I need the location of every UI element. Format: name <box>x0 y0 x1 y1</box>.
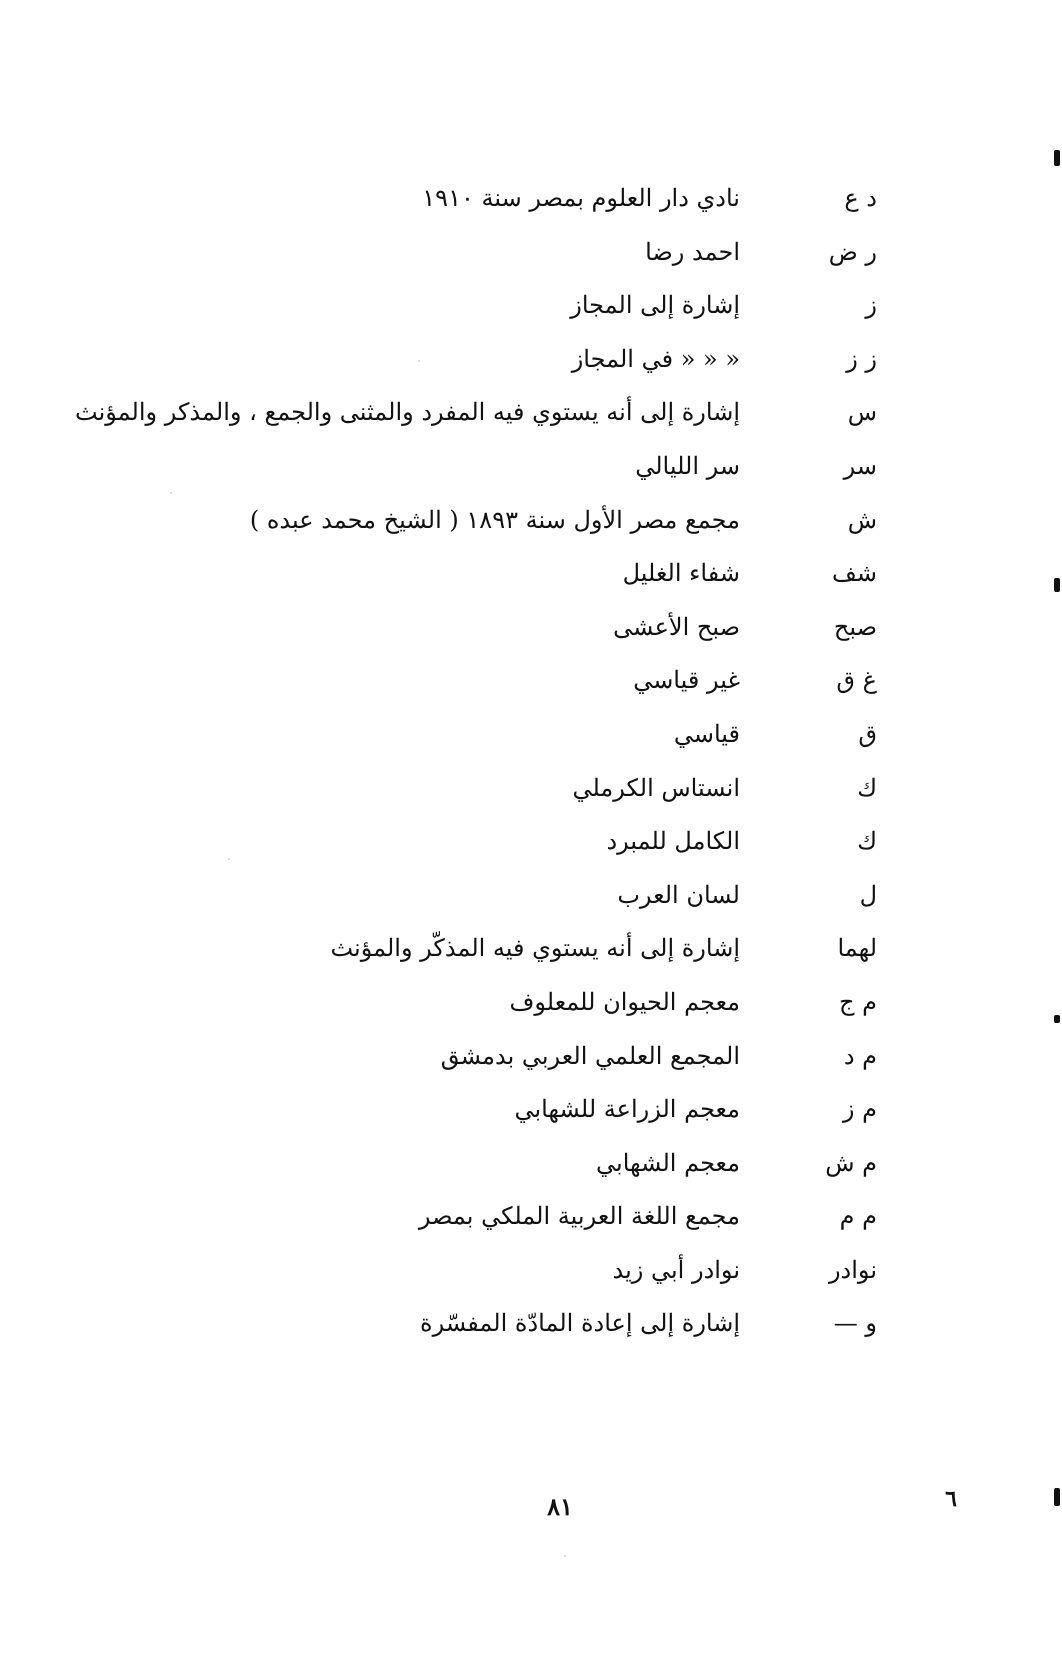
page-edge-mark <box>1054 150 1060 166</box>
abbreviation-meaning: لسان العرب <box>617 880 740 909</box>
page-edge-mark <box>1054 1015 1060 1023</box>
signature-mark: ٦ <box>945 1486 957 1512</box>
page-number: ٨١ <box>547 1492 573 1521</box>
abbreviation: نوادر <box>828 1255 877 1284</box>
abbreviation-meaning: صبح الأعشى <box>613 612 740 641</box>
abbreviation: ك <box>857 827 877 856</box>
list-item <box>0 1089 1062 1143</box>
list-item <box>0 1036 1062 1090</box>
abbreviation: م ز <box>842 1095 877 1124</box>
abbreviation-meaning: الكامل للمبرد <box>606 827 740 856</box>
list-item <box>0 982 1062 1036</box>
list-item <box>0 821 1062 875</box>
abbreviation-meaning: « « « في المجاز <box>571 344 740 373</box>
list-item <box>0 607 1062 661</box>
list-item <box>0 714 1062 768</box>
abbreviation: م د <box>843 1041 877 1070</box>
abbreviation-meaning: إشارة إلى إعادة المادّة المفسّرة <box>420 1309 740 1338</box>
abbreviation: غ ق <box>836 666 877 695</box>
abbreviation-meaning: معجم الشهابي <box>596 1148 740 1177</box>
abbreviation: م ج <box>839 987 877 1016</box>
abbreviation: سر <box>843 451 877 480</box>
abbreviation: ز <box>865 291 877 320</box>
list-item <box>0 285 1062 339</box>
abbreviation-meaning: إشارة إلى أنه يستوي فيه المذكّر والمؤنث <box>330 934 740 963</box>
abbreviation-meaning: إشارة إلى المجاز <box>570 291 740 320</box>
abbreviation: م ش <box>825 1148 877 1177</box>
list-item <box>0 660 1062 714</box>
abbreviation-meaning: احمد رضا <box>645 237 740 266</box>
abbreviation-meaning: مجمع اللغة العربية الملكي بمصر <box>418 1202 740 1231</box>
abbreviation-meaning: قياسي <box>673 719 740 748</box>
list-item <box>0 1143 1062 1197</box>
abbreviation-meaning: معجم الزراعة للشهابي <box>514 1095 740 1124</box>
abbreviation: ش <box>847 505 877 534</box>
abbreviation-meaning: انستاس الكرملي <box>572 773 740 802</box>
list-item <box>0 768 1062 822</box>
scan-speck <box>564 1555 566 1557</box>
scan-speck <box>228 858 230 860</box>
abbreviation: ك <box>857 773 877 802</box>
list-item <box>0 339 1062 393</box>
abbreviation: ر ض <box>828 237 877 266</box>
abbreviation: ل <box>859 880 877 909</box>
abbreviation: صبح <box>833 612 877 641</box>
abbreviation: س <box>847 398 877 427</box>
list-item <box>0 500 1062 554</box>
page-edge-mark <box>1054 578 1060 592</box>
list-item <box>0 178 1062 232</box>
abbreviation: م م <box>839 1202 877 1231</box>
abbreviation: د ع <box>844 184 877 212</box>
scan-speck <box>170 492 172 494</box>
list-item <box>0 1303 1062 1357</box>
list-item <box>0 1196 1062 1250</box>
page-edge-mark <box>1054 1488 1060 1506</box>
list-item <box>0 232 1062 286</box>
abbreviation: ق <box>858 719 877 748</box>
abbreviation-meaning: شفاء الغليل <box>622 559 740 588</box>
abbreviation: و — <box>833 1309 877 1338</box>
list-item <box>0 1250 1062 1304</box>
list-item <box>0 928 1062 982</box>
abbreviation-meaning: غير قياسي <box>633 666 740 695</box>
list-item <box>0 553 1062 607</box>
abbreviation-meaning: مجمع مصر الأول سنة ١٨٩٣ ( الشيخ محمد عبده ) <box>249 505 740 534</box>
abbreviation-meaning: المجمع العلمي العربي بدمشق <box>440 1041 740 1070</box>
abbreviation-meaning: نادي دار العلوم بمصر سنة ١٩١٠ <box>422 184 740 212</box>
abbreviation-meaning: سر الليالي <box>635 451 740 480</box>
abbreviation-meaning: إشارة إلى أنه يستوي فيه المفرد والمثنى والجمع ، والمذكر والمؤنث <box>75 398 740 427</box>
scan-speck <box>418 360 420 362</box>
abbreviation-meaning: نوادر أبي زيد <box>612 1255 740 1284</box>
abbreviation: لهما <box>837 934 877 963</box>
list-item <box>0 446 1062 500</box>
list-item <box>0 875 1062 929</box>
abbreviations-list <box>0 178 1062 1357</box>
list-item <box>0 392 1062 446</box>
abbreviation: ز ز <box>846 344 877 373</box>
abbreviation-meaning: معجم الحيوان للمعلوف <box>509 987 740 1016</box>
abbreviation: شف <box>832 559 877 588</box>
